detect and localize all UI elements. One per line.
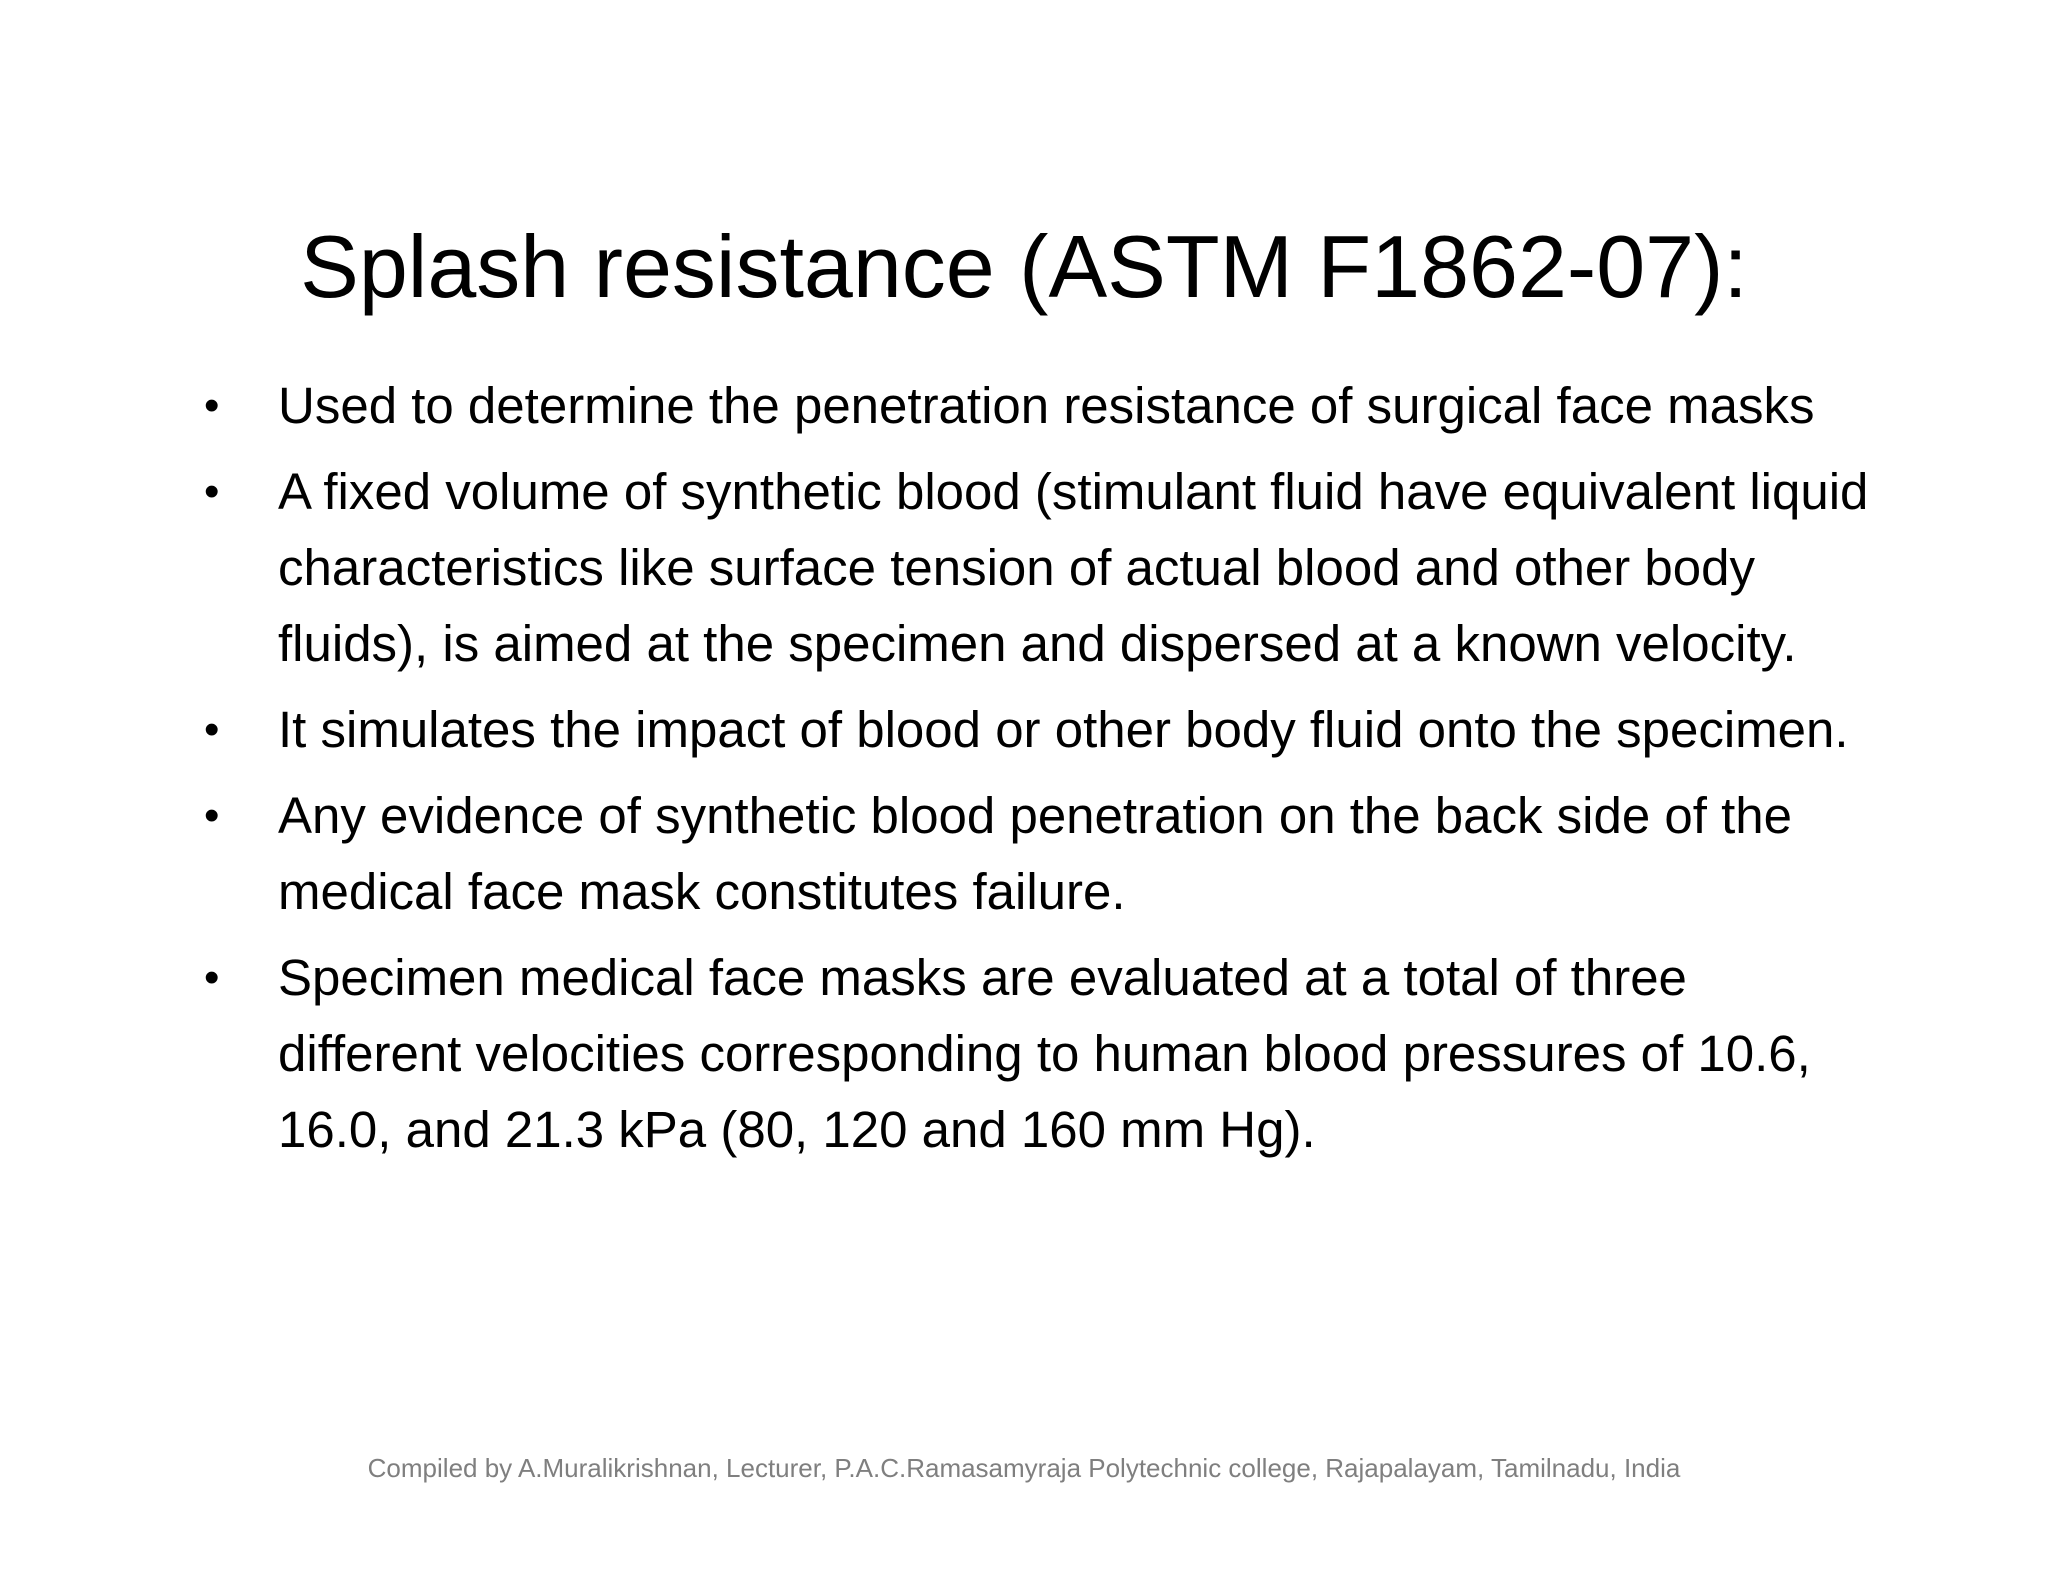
bullet-text: Used to determine the penetration resistance of surgical face masks [278, 377, 1815, 434]
bullet-icon: • [204, 791, 220, 840]
bullet-item [200, 940, 1880, 1168]
bullet-icon: • [204, 467, 220, 516]
bullet-icon: • [204, 953, 220, 1002]
bullet-text: Any evidence of synthetic blood penetration on the back side of the medical face mask constitutes failure. [278, 787, 1793, 920]
bullet-list [200, 368, 1880, 1178]
slide-title: Splash resistance (ASTM F1862-07): [300, 217, 1748, 316]
bullet-text: It simulates the impact of blood or other body fluid onto the specimen. [278, 701, 1849, 758]
bullet-item [200, 368, 1880, 444]
bullet-text: Specimen medical face masks are evaluated at a total of three different velocities corresponding to human blood pressures of 10.6, 16.0, and 21.3 kPa (80, 120 and 160 mm Hg). [278, 949, 1811, 1158]
bullet-item [200, 454, 1880, 682]
bullet-text: A fixed volume of synthetic blood (stimulant fluid have equivalent liquid characteristics like surface tension of actual blood and other body fluids), is aimed at the specimen and dispersed at a known velocity. [278, 463, 1869, 672]
bullet-item [200, 778, 1880, 930]
bullet-item [200, 692, 1880, 768]
bullet-icon: • [204, 381, 220, 430]
bullet-icon: • [204, 705, 220, 754]
footer-credit: Compiled by A.Muralikrishnan, Lecturer, P.A.C.Ramasamyraja Polytechnic college, Rajapalayam, Tamilnadu, India [367, 1453, 1681, 1483]
